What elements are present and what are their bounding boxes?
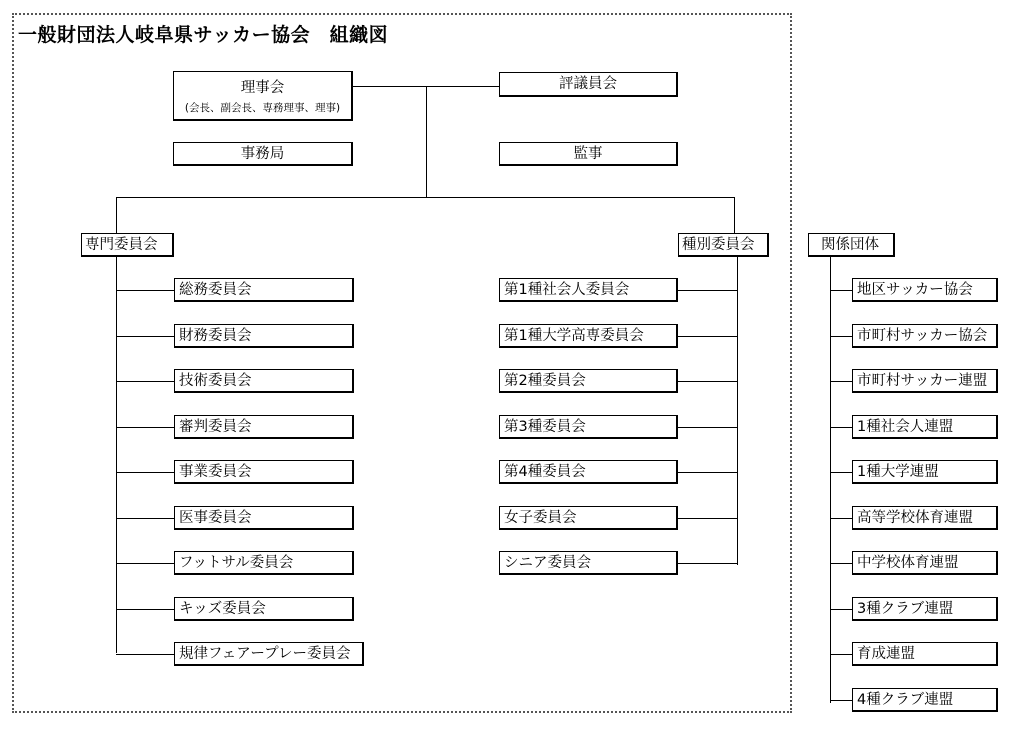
related-spine [830,256,831,703]
specialized-item-label: 技術委員会 [179,373,252,389]
category-connector [678,427,738,428]
related-connector [830,654,852,655]
category-item-box [499,369,678,393]
related-connector [830,700,852,701]
category-connector [678,563,738,564]
related-connector [830,472,852,473]
specialized-connector [116,654,174,655]
category-item-box [499,551,678,575]
specialized-item-label: キッズ委員会 [179,600,266,617]
specialized-connector [116,381,174,382]
related-connector [830,427,852,428]
specialized-item-label: 事業委員会 [179,464,252,480]
related-item-label: 3種クラブ連盟 [857,600,954,617]
related-item-label: 4種クラブ連盟 [857,691,954,708]
specialized-item-label: 規律フェアープレー委員会 [179,646,351,662]
connector-trunk [426,86,427,198]
board-box [173,71,353,121]
category-spine [737,256,738,565]
category-connector [678,381,738,382]
related-item-box [852,688,998,712]
related-item-label: 1種社会人連盟 [857,418,954,435]
councilors-box [499,72,678,97]
specialized-connector [116,518,174,519]
specialized-item-label: フットサル委員会 [179,555,294,571]
board-label: 理事会 [240,80,285,96]
related-item-label: 市町村サッカー連盟 [857,373,988,389]
connector-to-specialized [116,197,117,233]
specialized-connector [116,609,174,610]
category-item-box [499,506,678,530]
specialized-connector [116,336,174,337]
related-item-box [852,415,998,439]
board-members-label: (会長、副会長、専務理事、理事) [184,102,341,114]
category-connector [678,336,738,337]
related-connector [830,563,852,564]
related-item-box [852,642,998,666]
related-item-label: 育成連盟 [857,646,915,662]
related-header-label: 関係団体 [821,237,879,253]
category-item-label: 女子委員会 [504,509,577,526]
category-item-label: 第1種大学高専委員会 [504,327,644,344]
category-item-label: 第4種委員会 [504,464,586,480]
secretariat-box [173,142,353,166]
specialized-connector [116,290,174,291]
auditor-box [499,142,678,166]
specialized-item-box [174,506,354,530]
related-item-box [852,460,998,484]
category-item-label: 第2種委員会 [504,373,586,389]
councilors-label: 評議員会 [559,76,617,92]
category-connector [678,290,738,291]
related-item-box [852,597,998,621]
category-header [678,233,769,257]
specialized-connector [116,472,174,473]
category-item-box [499,278,678,302]
related-connector [830,609,852,610]
related-item-label: 高等学校体育連盟 [857,509,973,526]
category-header-label: 種別委員会 [682,237,755,253]
related-item-label: 市町村サッカー協会 [857,327,988,344]
specialized-item-label: 審判委員会 [179,418,252,435]
related-item-box [852,324,998,348]
related-item-box [852,278,998,302]
category-item-label: 第3種委員会 [504,418,586,435]
specialized-item-box [174,324,354,348]
category-item-label: シニア委員会 [504,555,591,571]
category-connector [678,472,738,473]
connector-to-category [734,197,735,233]
related-item-box [852,369,998,393]
specialized-item-box [174,642,364,666]
category-item-label: 第1種社会人委員会 [504,282,630,298]
specialized-item-box [174,551,354,575]
specialized-header [81,233,174,257]
specialized-item-box [174,415,354,439]
related-connector [830,290,852,291]
specialized-item-box [174,278,354,302]
page-title: 一般財団法人岐阜県サッカー協会 組織図 [18,24,389,46]
specialized-item-label: 財務委員会 [179,327,252,344]
specialized-item-box [174,460,354,484]
specialized-item-label: 総務委員会 [179,282,252,298]
related-item-label: 地区サッカー協会 [857,282,973,298]
specialized-connector [116,427,174,428]
specialized-item-box [174,597,354,621]
specialized-item-box [174,369,354,393]
related-connector [830,381,852,382]
specialized-item-label: 医事委員会 [179,509,252,526]
auditor-label: 監事 [573,146,603,162]
connector-branch-bar [116,197,735,198]
category-item-box [499,460,678,484]
secretariat-label: 事務局 [240,146,285,162]
category-connector [678,518,738,519]
specialized-connector [116,563,174,564]
related-header [808,233,895,257]
category-item-box [499,415,678,439]
related-item-label: 1種大学連盟 [857,464,939,480]
related-connector [830,336,852,337]
related-item-box [852,551,998,575]
related-connector [830,518,852,519]
category-item-box [499,324,678,348]
specialized-header-label: 専門委員会 [85,237,158,253]
specialized-spine [116,256,117,653]
related-item-box [852,506,998,530]
related-item-label: 中学校体育連盟 [857,555,959,571]
